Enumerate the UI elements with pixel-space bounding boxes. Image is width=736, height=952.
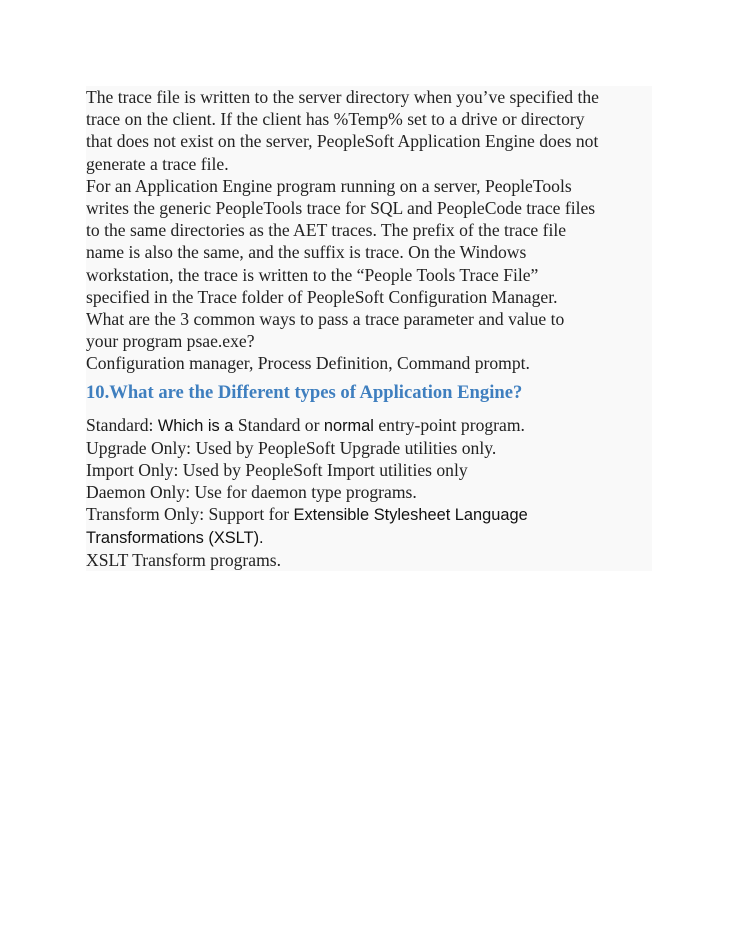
text-line: name is also the same, and the suffix is trace. On the Windows bbox=[86, 242, 527, 263]
type-upgrade: Upgrade Only: Used by PeopleSoft Upgrade utilities only. bbox=[86, 437, 497, 458]
text-line: generate a trace file. bbox=[86, 153, 229, 174]
type-standard-mid: Standard or bbox=[233, 414, 324, 435]
type-standard-suffix: entry-point program. bbox=[373, 414, 525, 435]
text-line: What are the 3 common ways to pass a trace parameter and value to bbox=[86, 309, 565, 330]
document-body bbox=[86, 86, 652, 571]
text-line: writes the generic PeopleTools trace for SQL and PeopleCode trace files bbox=[86, 198, 596, 219]
text-line: to the same directories as the AET traces. The prefix of the trace file bbox=[86, 220, 567, 241]
text-line: The trace file is written to the server directory when you’ve specified the bbox=[86, 87, 599, 107]
type-standard-normal: normal bbox=[323, 416, 374, 435]
type-transform-line2: Transformations (XSLT). bbox=[86, 528, 264, 547]
text-line: workstation, the trace is written to the “People Tools Trace File” bbox=[86, 264, 539, 285]
types-list bbox=[86, 414, 652, 571]
text-line: that does not exist on the server, PeopleSoft Application Engine does not bbox=[86, 131, 599, 152]
text-line: specified in the Trace folder of PeopleSoft Configuration Manager. bbox=[86, 286, 558, 307]
type-standard-label: Standard: bbox=[86, 414, 158, 435]
type-standard bbox=[86, 414, 652, 437]
type-standard-which: Which is a bbox=[157, 416, 234, 435]
intro-paragraph bbox=[86, 86, 652, 375]
text-line: Configuration manager, Process Definition, Command prompt. bbox=[86, 353, 530, 374]
type-transform-sans: Extensible Stylesheet Language bbox=[293, 506, 528, 525]
type-xslt: XSLT Transform programs. bbox=[86, 549, 282, 570]
type-transform-label: Transform Only: Support for bbox=[86, 504, 294, 525]
text-line: For an Application Engine program running on a server, PeopleTools bbox=[86, 175, 572, 196]
text-line: trace on the client. If the client has %Temp% set to a drive or directory bbox=[86, 109, 585, 130]
section-heading: 10.What are the Different types of Application Engine? bbox=[86, 381, 523, 403]
text-line: your program psae.exe? bbox=[86, 331, 255, 352]
type-daemon: Daemon Only: Use for daemon type programs. bbox=[86, 482, 417, 503]
type-import: Import Only: Used by PeopleSoft Import utilities only bbox=[86, 460, 468, 481]
type-transform bbox=[86, 503, 652, 526]
